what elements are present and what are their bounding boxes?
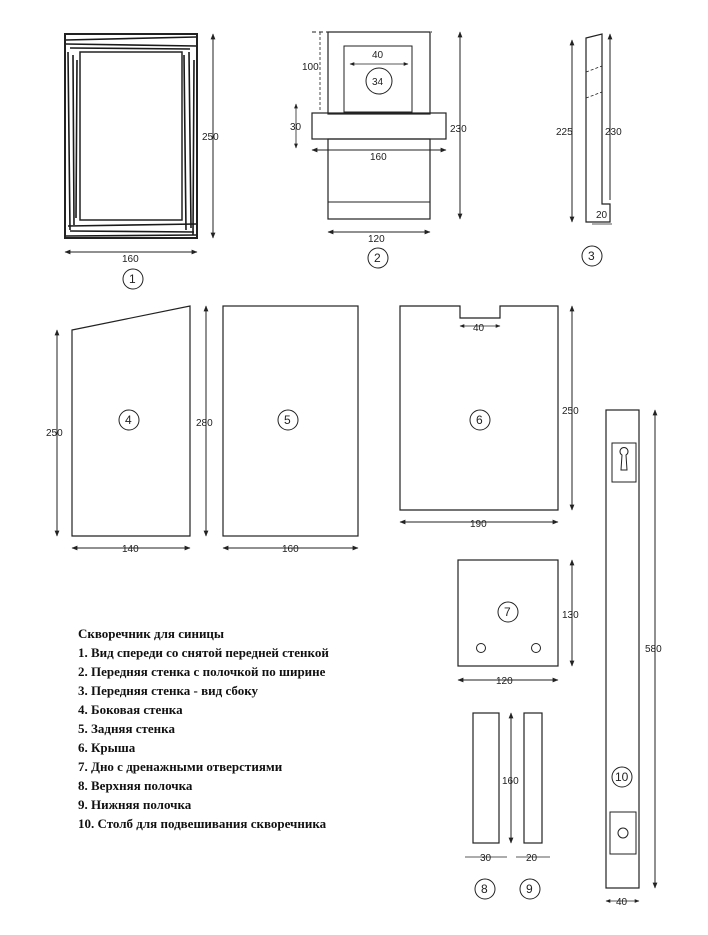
figure-2 bbox=[296, 32, 460, 268]
legend-item: 7. Дно с дренажными отверстиями bbox=[78, 759, 283, 774]
fig8-upper-shelf bbox=[473, 713, 499, 843]
fig1-dim-250: 250 bbox=[202, 132, 219, 143]
fig8-9-dim-160: 160 bbox=[502, 776, 519, 787]
fig8-number: 8 bbox=[481, 882, 488, 896]
legend-item: 10. Столб для подвешивания скворечника bbox=[78, 816, 327, 831]
figure-6 bbox=[400, 306, 572, 522]
legend-item: 5. Задняя стенка bbox=[78, 721, 175, 736]
fig3-dim-225: 225 bbox=[556, 127, 573, 138]
fig4-dim-250: 250 bbox=[46, 428, 63, 439]
figure-3 bbox=[572, 34, 612, 266]
fig9-number: 9 bbox=[526, 882, 533, 896]
fig8-dim-30: 30 bbox=[480, 853, 492, 864]
legend-item: 6. Крыша bbox=[78, 740, 136, 755]
fig2-front-wall-upper bbox=[328, 32, 430, 114]
fig1-frame-outer bbox=[65, 34, 197, 238]
keyhole-icon bbox=[620, 448, 628, 470]
fig7-dim-130: 130 bbox=[562, 610, 579, 621]
fig5-number: 5 bbox=[284, 413, 291, 427]
fig4-dim-140: 140 bbox=[122, 544, 139, 555]
fig2-number: 2 bbox=[374, 251, 381, 265]
fig3-dim-230: 230 bbox=[605, 127, 622, 138]
fig6-number: 6 bbox=[476, 413, 483, 427]
legend-item: 2. Передняя стенка с полочкой по ширине bbox=[78, 664, 326, 679]
figure-7 bbox=[458, 560, 572, 680]
fig7-drainage-hole-right bbox=[532, 644, 541, 653]
fig1-number: 1 bbox=[129, 272, 136, 286]
fig2-dim-120: 120 bbox=[368, 234, 385, 245]
fig3-dim-20: 20 bbox=[596, 210, 608, 221]
fig2-dim-160: 160 bbox=[370, 152, 387, 163]
fig2-dim-40: 40 bbox=[372, 50, 384, 61]
fig5-dim-160: 160 bbox=[282, 544, 299, 555]
fig6-dim-40: 40 bbox=[473, 323, 485, 334]
fig10-bottom-bracket bbox=[610, 812, 636, 854]
fig2-front-wall-lower bbox=[328, 139, 430, 219]
legend-item: 8. Верхняя полочка bbox=[78, 778, 193, 793]
fig1-dim-160: 160 bbox=[122, 254, 139, 265]
figure-10 bbox=[606, 410, 655, 901]
fig2-dim-30: 30 bbox=[290, 122, 302, 133]
figure-8-9 bbox=[465, 713, 550, 899]
fig7-number: 7 bbox=[504, 605, 511, 619]
figure-5 bbox=[206, 306, 358, 548]
legend-item: 9. Нижняя полочка bbox=[78, 797, 192, 812]
fig7-dim-120: 120 bbox=[496, 676, 513, 687]
fig6-dim-250: 250 bbox=[562, 406, 579, 417]
figure-4 bbox=[57, 306, 190, 548]
fig10-top-bracket bbox=[612, 443, 636, 482]
wood-grain-texture bbox=[66, 37, 196, 236]
figure-1 bbox=[65, 34, 213, 289]
fig1-frame-inner bbox=[80, 52, 182, 220]
fig3-shelf-hatch bbox=[586, 66, 602, 98]
fig2-dim-230: 230 bbox=[450, 124, 467, 135]
legend-panel bbox=[60, 568, 410, 886]
fig2-dim-34: 34 bbox=[372, 77, 384, 88]
fig10-bottom-hole bbox=[618, 828, 628, 838]
fig9-lower-shelf bbox=[524, 713, 542, 843]
fig4-number: 4 bbox=[125, 413, 132, 427]
fig5-dim-280: 280 bbox=[196, 418, 213, 429]
fig7-drainage-hole-left bbox=[477, 644, 486, 653]
fig10-dim-40: 40 bbox=[616, 897, 628, 908]
legend-item: 1. Вид спереди со снятой передней стенкой bbox=[78, 645, 329, 660]
legend-title: Скворечник для синицы bbox=[78, 626, 225, 641]
fig10-dim-580: 580 bbox=[645, 644, 662, 655]
fig6-dim-190: 190 bbox=[470, 519, 487, 530]
fig2-dim-100: 100 bbox=[302, 62, 319, 73]
fig9-dim-20: 20 bbox=[526, 853, 538, 864]
fig10-number: 10 bbox=[615, 770, 629, 784]
fig6-roof bbox=[400, 306, 558, 510]
fig3-number: 3 bbox=[588, 249, 595, 263]
legend-item: 4. Боковая стенка bbox=[78, 702, 183, 717]
fig2-shelf bbox=[312, 113, 446, 139]
legend-item: 3. Передняя стенка - вид сбоку bbox=[78, 683, 259, 698]
